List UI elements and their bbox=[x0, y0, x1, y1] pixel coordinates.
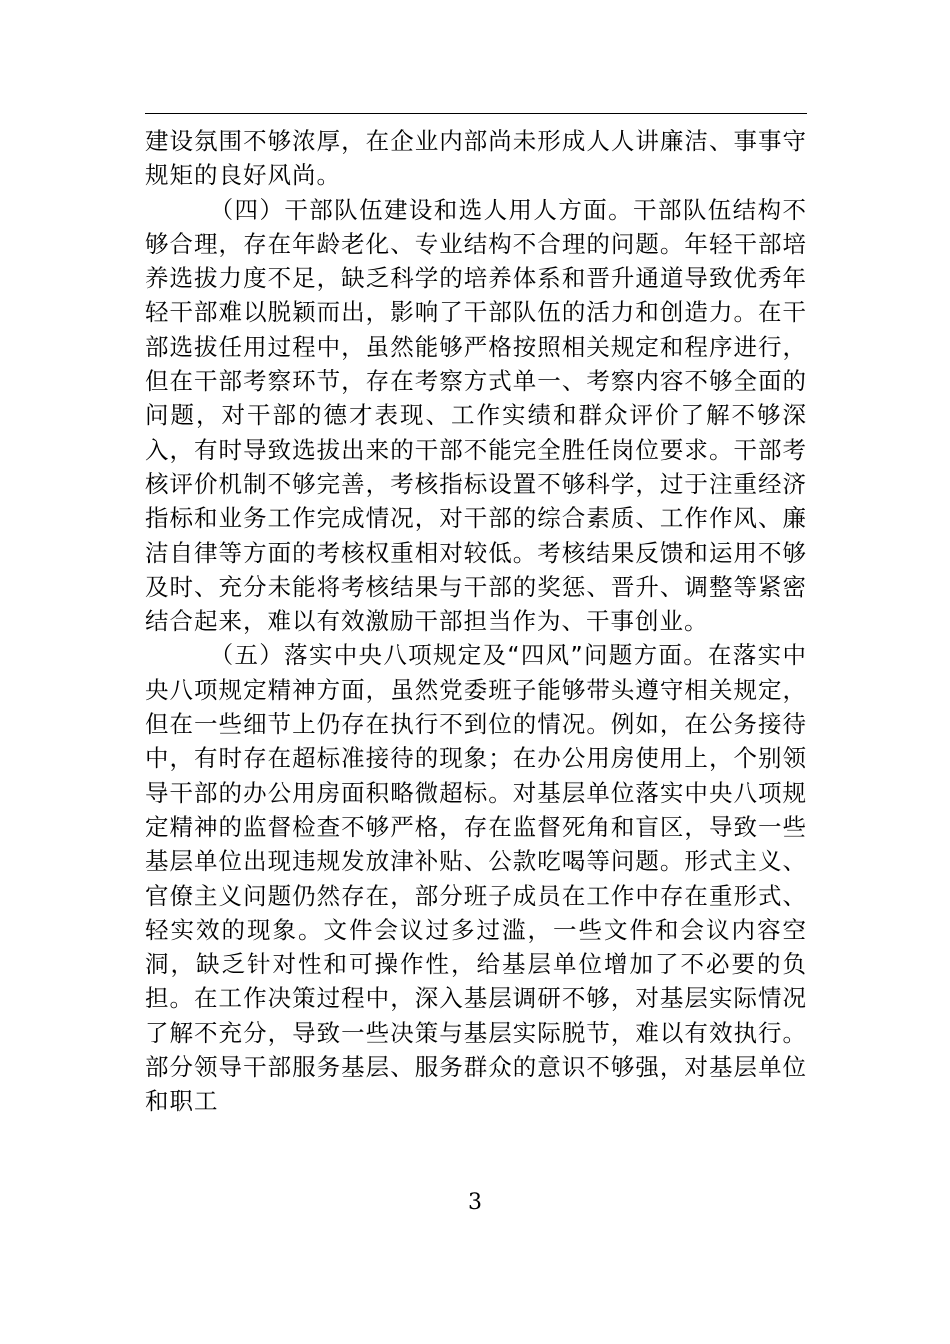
paragraph-continuation: 建设氛围不够浓厚，在企业内部尚未形成人人讲廉洁、事事守规矩的良好风尚。 bbox=[145, 127, 807, 190]
paragraph-section-five: （五）落实中央八项规定及“四风”问题方面。在落实中央八项规定精神方面，虽然党委班子能够带头遵守相关规定，但在一些细节上仍存在执行不到位的情况。例如，在公务接待中，有时存在超标准接待的现象；在办公用房使用上，个别领导干部的办公用房面积略微超标。对基层单位落实中央八项规定精神的监督检查不够严格，存在监督死角和盲区，导致一些基层单位出现违规发放津补贴、公款吃喝等问题。形式主义、官僚主义问题仍然存在，部分班子成员在工作中存在重形式、轻实效的现象。文件会议过多过滥，一些文件和会议内容空洞，缺乏针对性和可操作性，给基层单位增加了不必要的负担。在工作决策过程中，深入基层调研不够，对基层实际情况了解不充分，导致一些决策与基层实际脱节，难以有效执行。部分领导干部服务基层、服务群众的意识不够强，对基层单位和职工 bbox=[145, 641, 807, 1116]
document-body bbox=[145, 124, 807, 1119]
page-number: 3 bbox=[468, 1190, 482, 1215]
paragraph-section-four: （四）干部队伍建设和选人用人方面。干部队伍结构不够合理，存在年龄老化、专业结构不合理的问题。年轻干部培养选拔力度不足，缺乏科学的培养体系和晋升通道导致优秀年轻干部难以脱颖而出，影响了干部队伍的活力和创造力。在干部选拔任用过程中，虽然能够严格按照相关规定和程序进行，但在干部考察环节，存在考察方式单一、考察内容不够全面的问题，对干部的德才表现、工作实绩和群众评价了解不够深入，有时导致选拔出来的干部不能完全胜任岗位要求。干部考核评价机制不够完善，考核指标设置不够科学，过于注重经济指标和业务工作完成情况，对干部的综合素质、工作作风、廉洁自律等方面的考核权重相对较低。考核结果反馈和运用不够及时、充分未能将考核结果与干部的奖惩、晋升、调整等紧密结合起来，难以有效激励干部担当作为、干事创业。 bbox=[145, 195, 807, 636]
header-rule bbox=[145, 113, 807, 114]
